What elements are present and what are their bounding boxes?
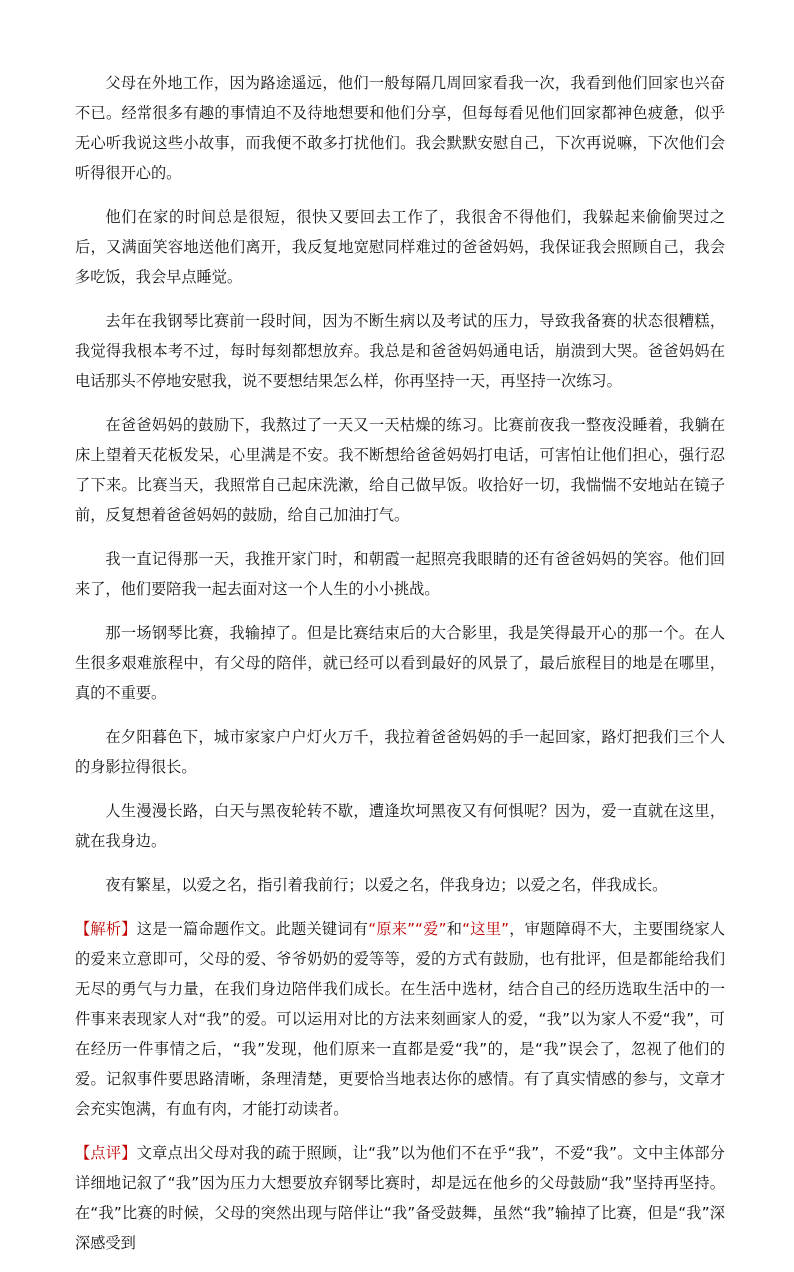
comment-text: 文章点出父母对我的疏于照顾，让“我”以为他们不在乎“我”，不爱“我”。文中主体部分详细地记叙了“我”因为压力大想要放弃钢琴比赛时，却是远在他乡的父母鼓励“我”坚持再坚持。在“我”比赛的时候，父母的突然出现与陪伴让“我”备受鼓舞，虽然“我”输掉了比赛，但是“我”深深感受到 — [75, 1144, 725, 1252]
essay-paragraph-3: 去年在我钢琴比赛前一段时间，因为不断生病以及考试的压力，导致我备赛的状态很糟糕，我觉得我根本考不过，每时每刻都想放弃。我总是和爸爸妈妈通电话，崩溃到大哭。爸爸妈妈在电话那头不停地安慰我，说不要想结果怎么样，你再坚持一天，再坚持一次练习。 — [75, 312, 725, 390]
analysis-section — [75, 914, 725, 1124]
essay-paragraph-6: 那一场钢琴比赛，我输掉了。但是比赛结束后的大合影里，我是笑得最开心的那一个。在人生很多艰难旅程中，有父母的陪伴，就已经可以看到最好的风景了，最后旅程目的地是在哪里，真的不重要。 — [75, 624, 725, 702]
analysis-keyword-1: “原来”“爱” — [368, 920, 447, 938]
analysis-text-1: 这是一篇命题作文。此题关键词有 — [136, 920, 369, 938]
essay-paragraph-4: 在爸爸妈妈的鼓励下，我熬过了一天又一天枯燥的练习。比赛前夜我一整夜没睡着，我躺在床上望着天花板发呆，心里满是不安。我不断想给爸爸妈妈打电话，可害怕让他们担心，强行忍了下来。比赛当天，我照常自己起床洗漱，给自己做早饭。收拾好一切，我惴惴不安地站在镜子前，反复想着爸爸妈妈的鼓励，给自己加油打气。 — [75, 416, 725, 524]
analysis-text-3: ，审题障碍不大，主要围绕家人的爱来立意即可，父母的爱、爷爷奶奶的爱等等，爱的方式有鼓励，也有批评，但是都能给我们无尽的勇气与力量，在我们身边陪伴我们成长。在生活中选材，结合自己的经历选取生活中的一件事来表现家人对“我”的爱。可以运用对比的方法来刻画家人的爱，“我”以为家人不爱“我”，可在经历一件事情之后，“我”发现，他们原来一直都是爱“我”的，是“我”误会了，忽视了他们的爱。记叙事件要思路清晰，条理清楚，更要恰当地表达你的感情。有了真实情感的参与，文章才会充实饱满，有血有肉，才能打动读者。 — [75, 920, 726, 1118]
essay-paragraph-7: 在夕阳暮色下，城市家家户户灯火万千，我拉着爸爸妈妈的手一起回家，路灯把我们三个人的身影拉得很长。 — [75, 728, 725, 776]
essay-paragraph-5: 我一直记得那一天，我推开家门时，和朝霞一起照亮我眼睛的还有爸爸妈妈的笑容。他们回来了，他们要陪我一起去面对这一个人生的小小挑战。 — [75, 550, 725, 598]
essay-paragraph-9: 夜有繁星，以爱之名，指引着我前行；以爱之名，伴我身边；以爱之名，伴我成长。 — [105, 876, 668, 894]
comment-section — [75, 1138, 725, 1258]
analysis-tag: 【解析】 — [75, 920, 137, 938]
document-page — [75, 68, 725, 1272]
essay-paragraph-1: 父母在外地工作，因为路途遥远，他们一般每隔几周回家看我一次，我看到他们回家也兴奋不已。经常很多有趣的事情迫不及待地想要和他们分享，但每每看见他们回家都神色疲惫，似乎无心听我说这些小故事，而我便不敢多打扰他们。我会默默安慰自己，下次再说嘛，下次他们会听得很开心的。 — [75, 74, 725, 182]
essay-paragraph-8: 人生漫漫长路，白天与黑夜轮转不歇，遭逢坎坷黑夜又有何惧呢？因为，爱一直就在这里，就在我身边。 — [75, 802, 725, 850]
comment-tag: 【点评】 — [75, 1144, 137, 1162]
essay-paragraph-2: 他们在家的时间总是很短，很快又要回去工作了，我很舍不得他们，我躲起来偷偷哭过之后，又满面笑容地送他们离开，我反复地宽慰同样难过的爸爸妈妈，我保证我会照顾自己，我会多吃饭，我会早点睡觉。 — [75, 208, 725, 286]
analysis-keyword-2: “这里” — [462, 920, 509, 938]
analysis-text-2: 和 — [446, 920, 463, 938]
